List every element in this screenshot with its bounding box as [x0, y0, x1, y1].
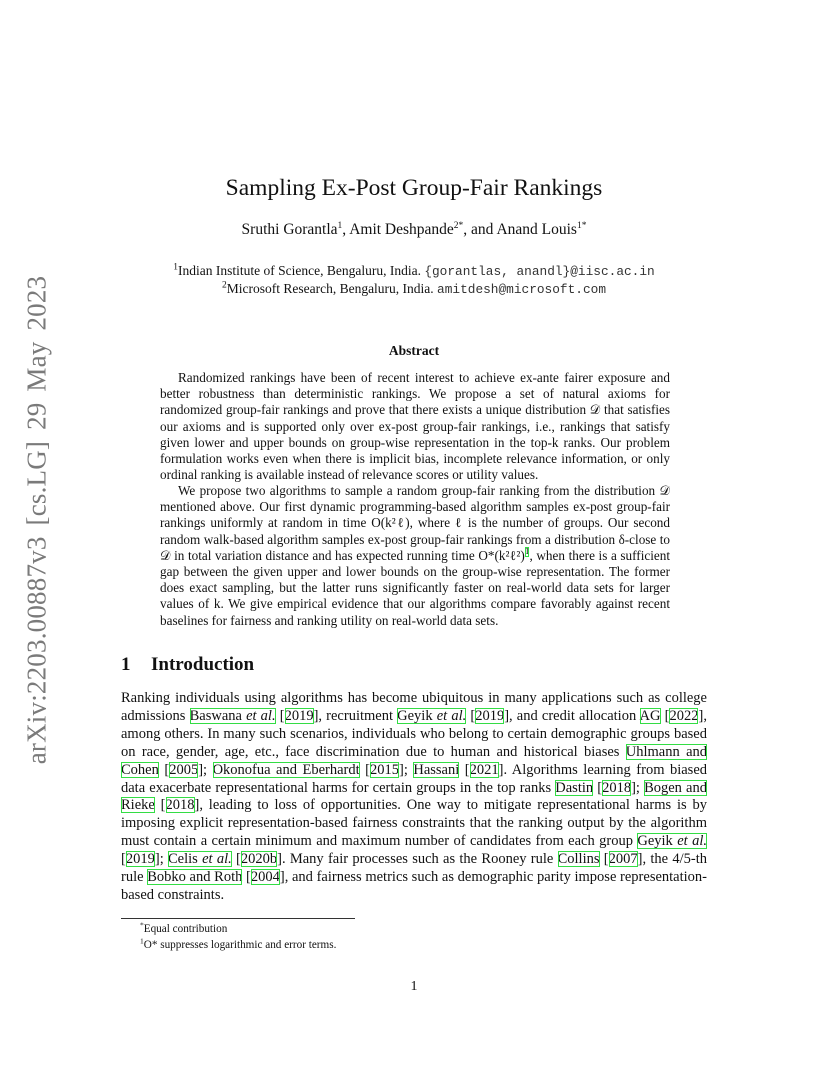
citation-year-link[interactable]: 2022 [669, 707, 699, 724]
citation-author: Geyik et al. [637, 833, 707, 850]
affil-1-text: Indian Institute of Science, Bengaluru, India. [178, 263, 425, 278]
abstract-paragraph-2 [160, 483, 670, 629]
intro-text: , and credit allocation [509, 707, 640, 724]
intro-text: , and fairness metrics such as demographic parity impose representation-based constraints. [121, 869, 708, 903]
intro-text: , among others. In many such scenarios, individuals who belong to certain demographic groups based on race, gender, age, etc., face discrimination due to human and historical biases [121, 707, 707, 760]
abstract-heading: Abstract [388, 343, 440, 358]
citation-year-link[interactable]: 2019 [475, 707, 505, 724]
citation-year-link[interactable]: 2018 [165, 797, 195, 814]
author-2-affil-mark: 2* [453, 220, 464, 231]
footnote-2 [140, 936, 337, 951]
section-heading [121, 654, 254, 676]
footnote-2-text: O* suppresses logarithmic and error terms. [143, 939, 337, 951]
footnote-link-1[interactable]: 1 [524, 547, 530, 558]
citation-author: Celis et al. [168, 851, 232, 868]
paper-title: Sampling Ex-Post Group-Fair Rankings [225, 175, 603, 201]
section-number: 1 [121, 654, 131, 675]
footnote-1 [140, 920, 228, 935]
affiliation-2 [0, 281, 828, 297]
citation-year-link[interactable]: 2004 [250, 869, 280, 886]
abstract-p2-part-a: We propose two algorithms to sample a random group-fair ranking from the distribution 𝒟 mentioned above. Our first dynamic programming-based algorithm samples ex-post group-fair rankings uniformly at random in time O(k²ℓ), where ℓ is the number of groups. Our second random walk-based algorithm samples ex-post group-fair rankings from a distribution δ-close to 𝒟 in total variation distance and has expected running time O*(k²ℓ²) [160, 483, 670, 563]
section-title: Introduction [151, 654, 255, 675]
citation-year-link[interactable]: 2015 [369, 761, 399, 778]
citation-year-link[interactable]: 2019 [284, 707, 314, 724]
citation-year-link[interactable]: 2021 [469, 761, 499, 778]
footnote-2-mark: 1 [140, 936, 144, 946]
intro-text: ; [635, 779, 645, 796]
affil-2-text: Microsoft Research, Bengaluru, India. [226, 281, 438, 296]
footnote-1-mark: * [140, 920, 144, 930]
citation-link[interactable]: Hassani [413, 761, 460, 778]
citation-link[interactable]: Okonofua and Eberhardt [212, 761, 360, 778]
affil-1-mark: 1 [173, 262, 179, 273]
abstract-paragraph-1: Randomized rankings have been of recent interest to achieve ex-ante fairer exposure and better robustness than deterministic rankings. We propose a set of natural axioms for randomized group-fair rankings and prove that there exists a unique distribution 𝒟 that satisfies our axioms and is supported only over ex-post group-fair rankings, i.e., rankings that satisfy given lower and upper bounds on group-wise representation in the top-k ranks. Our problem formulation works even when there is implicit bias, incomplete relevance information, or only ordinal ranking is available instead of relevance scores or utility values. [160, 370, 670, 483]
citation-link[interactable]: Bobko and Roth [147, 869, 243, 886]
intro-text: . Algorithms learning from biased data exacerbate representational harms for certain groups in the top ranks [121, 761, 708, 796]
affiliation-1 [0, 263, 828, 279]
citation-year-link[interactable]: 2005 [169, 761, 199, 778]
citation-link[interactable]: AG [639, 707, 661, 724]
author-1-affil-mark: 1 [337, 220, 343, 231]
arxiv-identifier: arXiv:2203.00887v3 [cs.LG] 29 May 2023 [21, 275, 52, 765]
footnote-1-text: Equal contribution [143, 923, 228, 935]
intro-text: , recruitment [318, 707, 398, 724]
citation-link[interactable]: Dastin [555, 779, 594, 796]
citation-year-link[interactable]: 2020b [240, 851, 278, 868]
citation-link[interactable]: Bogen and Rieke [121, 779, 707, 814]
author-1: Sruthi Gorantla [241, 221, 338, 238]
citation-year-link[interactable]: 2007 [608, 851, 638, 868]
citation-link[interactable]: Uhlmann and Cohen [121, 743, 708, 778]
citation-link[interactable] [190, 708, 276, 724]
citation-link[interactable] [637, 833, 707, 849]
intro-text: , leading to loss of opportunities. One way to mitigate representational harms is by imposing explicit representation-based fairness constraints that the ranking output by the algorithm must contain a certain minimum and maximum number of candidates from each group [121, 797, 707, 850]
citation-author: Geyik et al. [397, 707, 467, 724]
affil-1-email: {gorantlas, anandl}@iisc.ac.in [424, 264, 655, 279]
intro-text: Ranking individuals using algorithms has become ubiquitous in many applications such as college admissions [121, 690, 707, 724]
citation-year-link[interactable]: 2019 [125, 851, 155, 868]
intro-text: . Many fair processes such as the Rooney rule [281, 851, 558, 868]
citation-link[interactable] [397, 708, 466, 724]
author-3-affil-mark: 1* [576, 220, 587, 231]
intro-text: , the 4/5-th rule [121, 851, 707, 886]
author-2: , Amit Deshpande [342, 221, 454, 238]
citation-author: Baswana et al. [189, 707, 276, 724]
intro-text: ; [159, 851, 168, 868]
author-3: , and Anand Louis [463, 221, 577, 238]
footnote-divider [121, 918, 355, 919]
abstract-p2-part-b: , when there is a sufficient gap between the given upper and lower bounds on the group-wise representation. The former does exact sampling, but the latter runs significantly faster on real-world data sets for larger values of k. We give empirical evidence that our algorithms compare favorably against recent baselines for fairness and ranking utility on real-world data sets. [160, 547, 670, 628]
citation-link[interactable]: Collins [557, 851, 600, 868]
citation-year-link[interactable]: 2018 [602, 779, 632, 796]
author-list [0, 221, 828, 239]
affil-2-email: amitdesh@microsoft.com [437, 282, 606, 297]
citation-link[interactable] [168, 851, 232, 867]
intro-paragraph: Ranking individuals using algorithms has become ubiquitous in many applications such as college admissions Baswana et al. [2019], recruitment Geyik et al. [2019], and credit allocation AG [2022], among others. In many such scenarios, individuals who belong to certain demographic groups based on race, gender, age, etc., face discrimination due to human and historical biases Uhlmann and Cohen [2005]; Okonofua and Eberhardt [2015]; Hassani [2021]. Algorithms learning from biased data exacerbate representational harms for certain groups in the top ranks Dastin [2018]; Bogen and Rieke [2018], leading to loss of opportunities. One way to mitigate representational harms is by imposing explicit representation-based fairness constraints that the ranking output by the algorithm must contain a certain minimum and maximum number of candidates from each group Geyik et al. [2019]; Celis et al. [2020b]. Many fair processes such as the Rooney rule Collins [2007], the 4/5-th rule Bobko and Roth [2004], and fairness metrics such as demographic parity impose representation-based constraints. [121, 690, 708, 903]
intro-text: ; [403, 761, 414, 778]
affil-2-mark: 2 [221, 280, 227, 291]
intro-text: ; [203, 761, 213, 778]
page-number: 1 [410, 979, 418, 994]
